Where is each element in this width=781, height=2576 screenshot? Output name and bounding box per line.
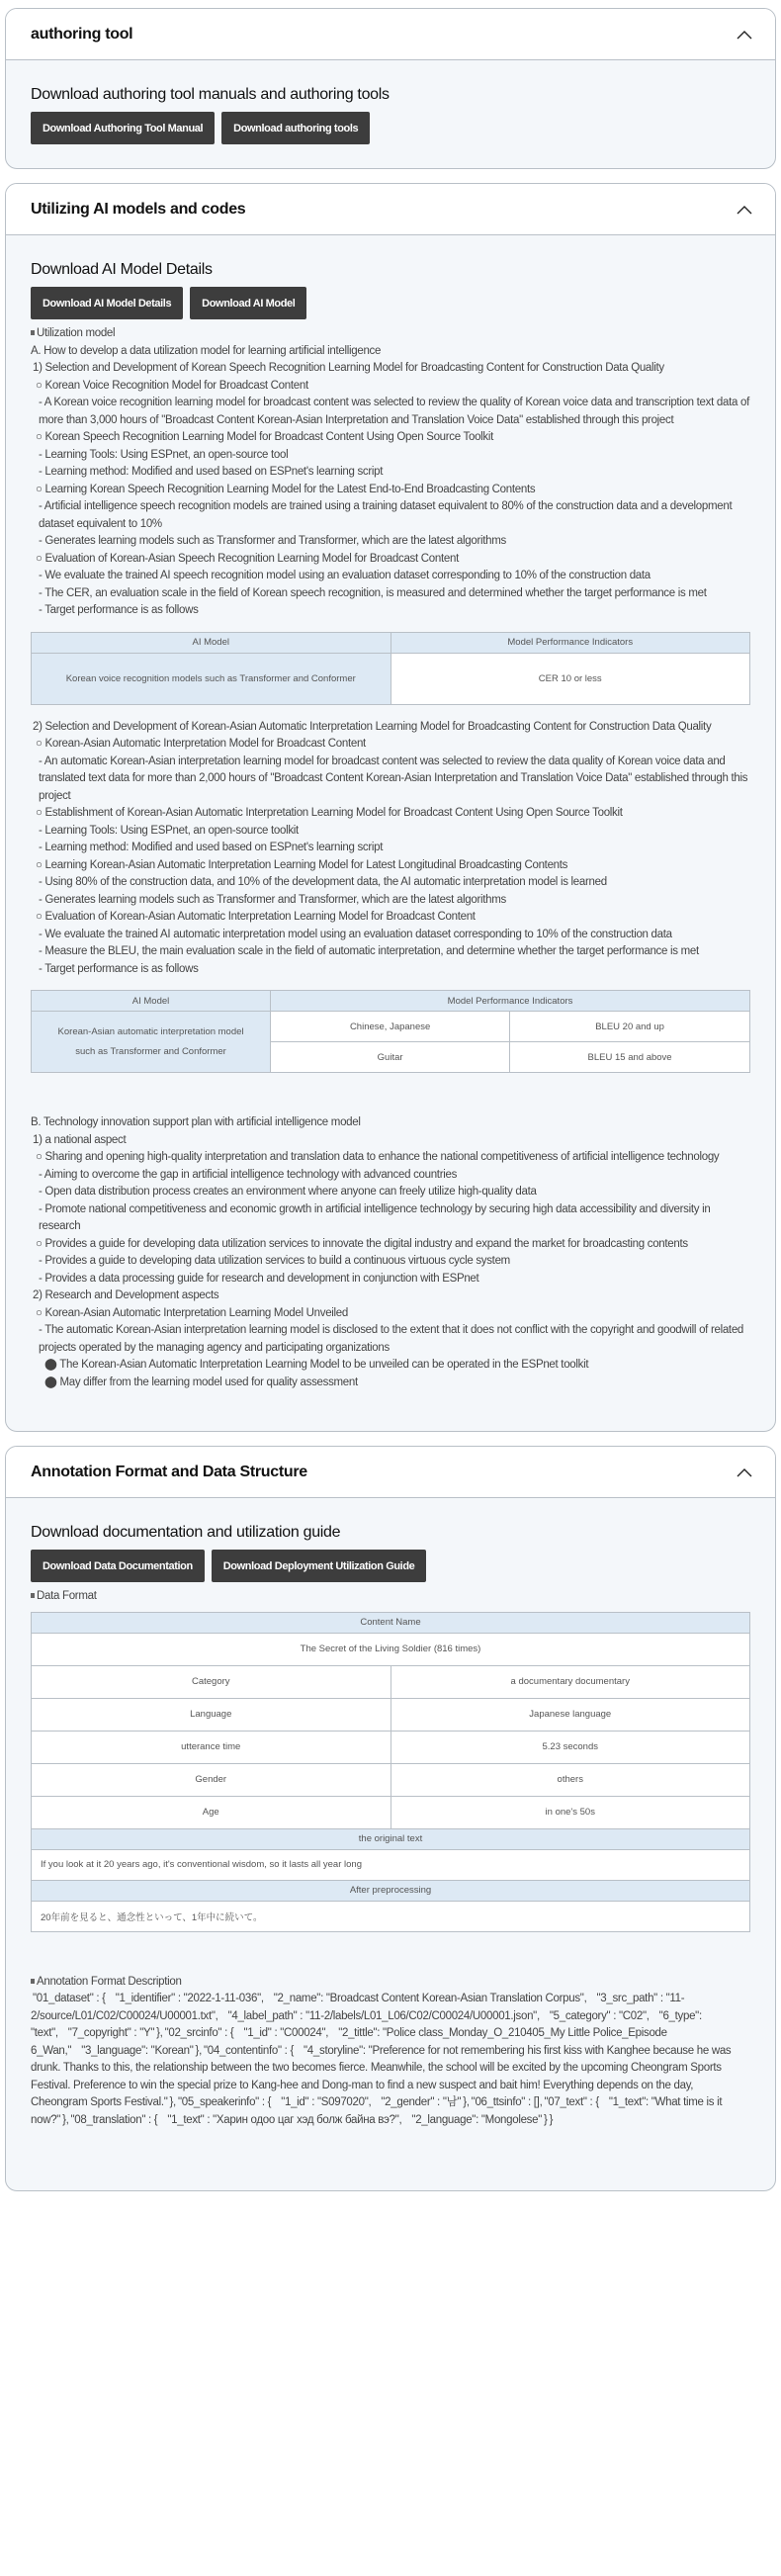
text-line: - Open data distribution process creates an environment where anyone can freely utilize high-quality data [39,1186,537,1198]
code-line: "1_id" : "S097020", [281,2096,372,2108]
table-key: Category [32,1665,391,1698]
part-b-text [31,1114,750,1391]
table-cell: BLEU 20 and up [510,1012,750,1042]
code-line: "4_storyline": "Preference for not remembering his first kiss with Kanghee because he was drunk. Thanks to this, the relationship between the two becomes fierce. Meanwhile, the school will be excited by the upcoming Cheongram Sports Festival. Preference to win the special prize to Kang-hee and Dong-man to find a new suspect and bait him! Everything depends on the day, Cheongram Sports Festival." [31,2044,732,2108]
table-row [32,1012,750,1042]
table-value: a documentary documentary [390,1665,750,1698]
part-a-text [31,343,750,620]
section-subtitle: Download AI Model Details [31,261,213,278]
table-header: Model Performance Indicators [271,991,750,1012]
code-line: "1_identifier" : "2022-1-11-036", [115,1993,264,2004]
text-line: ○ Learning Korean Speech Recognition Learning Model for the Latest End-to-End Broadcasting Contents [36,483,536,495]
code-line: "5_category" : "C02", [549,2009,650,2022]
authoring-tool-panel [5,8,776,169]
table-row [32,1698,750,1731]
code-line: "4_label_path" : "11-2/labels/L01_L06/C02/C00024/U00001.json", [227,2009,540,2022]
table-key: Age [32,1796,391,1828]
download-ai-model-details-button[interactable]: Download AI Model Details [31,287,183,319]
text-line: - A Korean voice recognition learning model for broadcast content was selected to review the quality of Korean voice data and transcription text data of more than 3,000 hours of "Broadcast Content Korean-Asian Interpretation and Translation Voice Data" established through this project [39,397,749,426]
text-line: ○ Evaluation of Korean-Asian Automatic Interpretation Learning Model for Broadcast Content [36,911,476,923]
text-line: - Learning method: Modified and used based on ESPnet's learning script [39,466,384,478]
text-line: ○ Sharing and opening high-quality interpretation and translation data to enhance the national competitiveness of artificial intelligence technology [36,1151,720,1163]
original-text-cell: If you look at it 20 years ago, it's conventional wisdom, so it lasts all year long [32,1849,750,1880]
code-line: "05_speakerinfo" : { [177,2096,272,2108]
text-line: 1) Selection and Development of Korean Speech Recognition Learning Model for Broadcasting Content for Construction Data Quality [33,362,664,374]
code-line: }, [156,2027,163,2039]
ai-models-header[interactable] [6,184,775,235]
table-header: Content Name [32,1612,750,1633]
code-line: "7_copyright" : "Y" [67,2027,155,2039]
table-value: 5.23 seconds [390,1731,750,1763]
text-line: ○ Provides a guide for developing data utilization services to innovate the digital industry and expand the market for broadcasting contents [36,1237,688,1250]
part-a2-text [31,719,750,979]
annotation-format-label: Annotation Format Description [37,1975,182,1988]
text-line: - Provides a guide to developing data utilization services to build a continuous virtuous cycle system [39,1255,510,1267]
code-line: }, [463,2096,470,2108]
table-header: AI Model [32,632,391,653]
code-line: "2_name": "Broadcast Content Korean-Asian Translation Corpus", [273,1993,587,2004]
table-row [32,653,750,704]
download-ai-model-button[interactable]: Download AI Model [190,287,306,319]
table-key: Language [32,1698,391,1731]
table-cell: Korean-Asian automatic interpretation model such as Transformer and Conformer [32,1012,271,1073]
code-line: "1_id" : "C00024", [243,2027,329,2039]
text-line: 2) Selection and Development of Korean-Asian Automatic Interpretation Learning Model for Broadcasting Content for Construction Data Quality [33,720,712,733]
text-line: - The CER, an evaluation scale in the field of Korean speech recognition, is measured and determined whether the target performance is met [39,586,707,599]
text-line: - Learning Tools: Using ESPnet, an open-source tool [39,448,289,461]
square-bullet-icon [31,1979,35,1984]
text-line: - Target performance is as follows [39,604,199,616]
table-row [32,1731,750,1763]
code-line: }, [169,2096,176,2108]
table-cell: CER 10 or less [390,653,750,704]
table-cell: Korean voice recognition models such as Transformer and Conformer [32,653,391,704]
chevron-up-icon[interactable] [736,26,753,44]
text-line: - Promote national competitiveness and economic growth in artificial intelligence technology by securing high data accessibility and diversity in research [39,1202,711,1232]
data-format-table [31,1612,750,1932]
panel-title: Utilizing AI models and codes [31,200,246,218]
code-line: "04_contentinfo" : { [203,2044,295,2057]
text-line: ○ Establishment of Korean-Asian Automatic Interpretation Learning Model for Broadcast Content Using Open Source Toolkit [36,807,623,819]
code-line: "02_srcinfo" : { [164,2027,234,2039]
code-line: "2_language": "Mongolese" [411,2113,543,2126]
text-line: B. Technology innovation support plan with artificial intelligence model [31,1116,361,1128]
code-line: "2_tittle": "Police class_Monday_O_210405_My Little Police_Episode 6_Wan," [31,2027,667,2057]
text-line: - Learning method: Modified and used based on ESPnet's learning script [39,842,384,853]
table-value: in one's 50s [390,1796,750,1828]
text-line: - Using 80% of the construction data, and 10% of the development data, the AI automatic interpretation model is learned [39,876,607,888]
table-header: the original text [32,1828,750,1849]
code-line: }, [62,2113,69,2126]
table-header: Model Performance Indicators [390,632,750,653]
code-line: } [549,2113,554,2126]
utilization-model-heading: Utilization model [37,327,116,339]
text-line: - We evaluate the trained AI speech recognition model using an evaluation dataset corresponding to 10% of the construction data [39,570,651,581]
interpretation-target-table [31,990,750,1073]
code-line: "07_text" : { [544,2096,599,2108]
data-format-label: Data Format [37,1590,97,1602]
text-line: - Target performance is as follows [39,962,199,975]
text-line: - Generates learning models such as Transformer and Transformer, which are the latest algorithms [39,535,506,547]
table-header: AI Model [32,991,271,1012]
code-line: } [544,2113,548,2126]
text-line: ○ Korean-Asian Automatic Interpretation Model for Broadcast Content [36,738,366,750]
text-line: - Measure the BLEU, the main evaluation scale in the field of automatic interpretation, and determine whether the target performance is met [39,945,699,957]
table-row [32,1763,750,1796]
text-line: 1) a national aspect [33,1133,127,1146]
text-line: ○ Korean Speech Recognition Learning Model for Broadcast Content Using Open Source Toolkit [36,431,494,443]
table-value: others [390,1763,750,1796]
code-line: "6_type": "text", [31,2009,702,2039]
code-line: "3_language": "Korean" [81,2044,194,2057]
text-line: ○ Korean-Asian Automatic Interpretation Learning Model Unveiled [36,1306,348,1319]
download-data-documentation-button[interactable]: Download Data Documentation [31,1550,205,1582]
table-header: After preprocessing [32,1880,750,1901]
annotation-panel [5,1446,776,2191]
chevron-up-icon[interactable] [736,201,753,219]
annotation-header[interactable] [6,1447,775,1498]
text-line: ⬤ May differ from the learning model used for quality assessment [44,1376,358,1388]
after-preprocessing-cell: 20年前を見ると、通念性といって、1年中に続いて。 [32,1901,750,1931]
text-line: ⬤ The Korean-Asian Automatic Interpretation Learning Model to be unveiled can be operated in the ESPnet toolkit [44,1359,589,1371]
text-line: 2) Research and Development aspects [33,1289,219,1301]
panel-title: authoring tool [31,25,133,43]
text-line: ○ Korean Voice Recognition Model for Broadcast Content [36,379,308,392]
text-line: ○ Learning Korean-Asian Automatic Interpretation Learning Model for Latest Longitudinal Broadcasting Contents [36,858,568,871]
code-line: "3_src_path" : "11-2/source/L01/C02/C00024/U00001.txt", [31,1993,685,2022]
table-cell: Guitar [271,1042,510,1073]
text-line: - An automatic Korean-Asian interpretation learning model for broadcast content was selected to review the data quality of Korean voice data and translated text data for more than 2,000 hours of "Broadcast Content Korean-Asian Interpretation and Translation Voice Data" established through this project [39,755,748,802]
ai-models-panel [5,183,776,1432]
text-line: - Provides a data processing guide for research and development in conjunction with ESPnet [39,1272,479,1285]
code-line: "1_text" : "Харин одоо цаг хэд болж байна вэ?", [167,2113,402,2126]
authoring-tool-header[interactable] [6,9,775,60]
table-cell: BLEU 15 and above [510,1042,750,1073]
table-key: utterance time [32,1731,391,1763]
text-line: A. How to develop a data utilization model for learning artificial intelligence [31,344,382,357]
annotation-code-block [31,1991,750,2129]
text-line: - We evaluate the trained AI automatic interpretation model using an evaluation dataset corresponding to 10% of the construction data [39,928,672,940]
text-line: ○ Evaluation of Korean-Asian Speech Recognition Learning Model for Broadcast Content [36,552,459,565]
text-line: - The automatic Korean-Asian interpretation learning model is disclosed to the extent that it does not conflict with the copyright and goodwill of related projects operated by the managing agency and participating organizations [39,1324,744,1354]
code-line: "06_ttsinfo" : [], [471,2096,543,2108]
panel-title: Annotation Format and Data Structure [31,1463,307,1480]
text-line: - Generates learning models such as Transformer and Transformer, which are the latest algorithms [39,893,506,906]
table-row [32,1665,750,1698]
content-name-cell: The Secret of the Living Soldier (816 times) [32,1633,750,1665]
download-deployment-guide-button[interactable]: Download Deployment Utilization Guide [212,1550,427,1582]
code-line: "08_translation" : { [70,2113,158,2126]
text-line: - Learning Tools: Using ESPnet, an open-source toolkit [39,824,299,837]
text-line: - Artificial intelligence speech recognition models are trained using a training dataset equivalent to 80% of the construction data and a development dataset equivalent to 10% [39,500,733,530]
download-authoring-tool-manual-button[interactable]: Download Authoring Tool Manual [31,112,215,144]
table-key: Gender [32,1763,391,1796]
chevron-up-icon[interactable] [736,1464,753,1481]
text-line: - Aiming to overcome the gap in artificial intelligence technology with advanced countries [39,1168,458,1181]
square-bullet-icon [31,1593,35,1598]
code-line: "01_dataset" : { [33,1993,106,2004]
table-cell: Chinese, Japanese [271,1012,510,1042]
square-bullet-icon [31,330,35,335]
table-value: Japanese language [390,1698,750,1731]
section-subtitle: Download authoring tool manuals and authoring tools [31,86,390,103]
section-subtitle: Download documentation and utilization guide [31,1524,341,1541]
code-line: "1_text": "What time is it now?" [31,2096,723,2126]
table-row [32,1796,750,1828]
speech-recognition-target-table [31,632,750,705]
code-line: }, [195,2044,202,2057]
download-authoring-tools-button[interactable]: Download authoring tools [221,112,370,144]
code-line: "2_gender" : "남" [381,2096,462,2108]
